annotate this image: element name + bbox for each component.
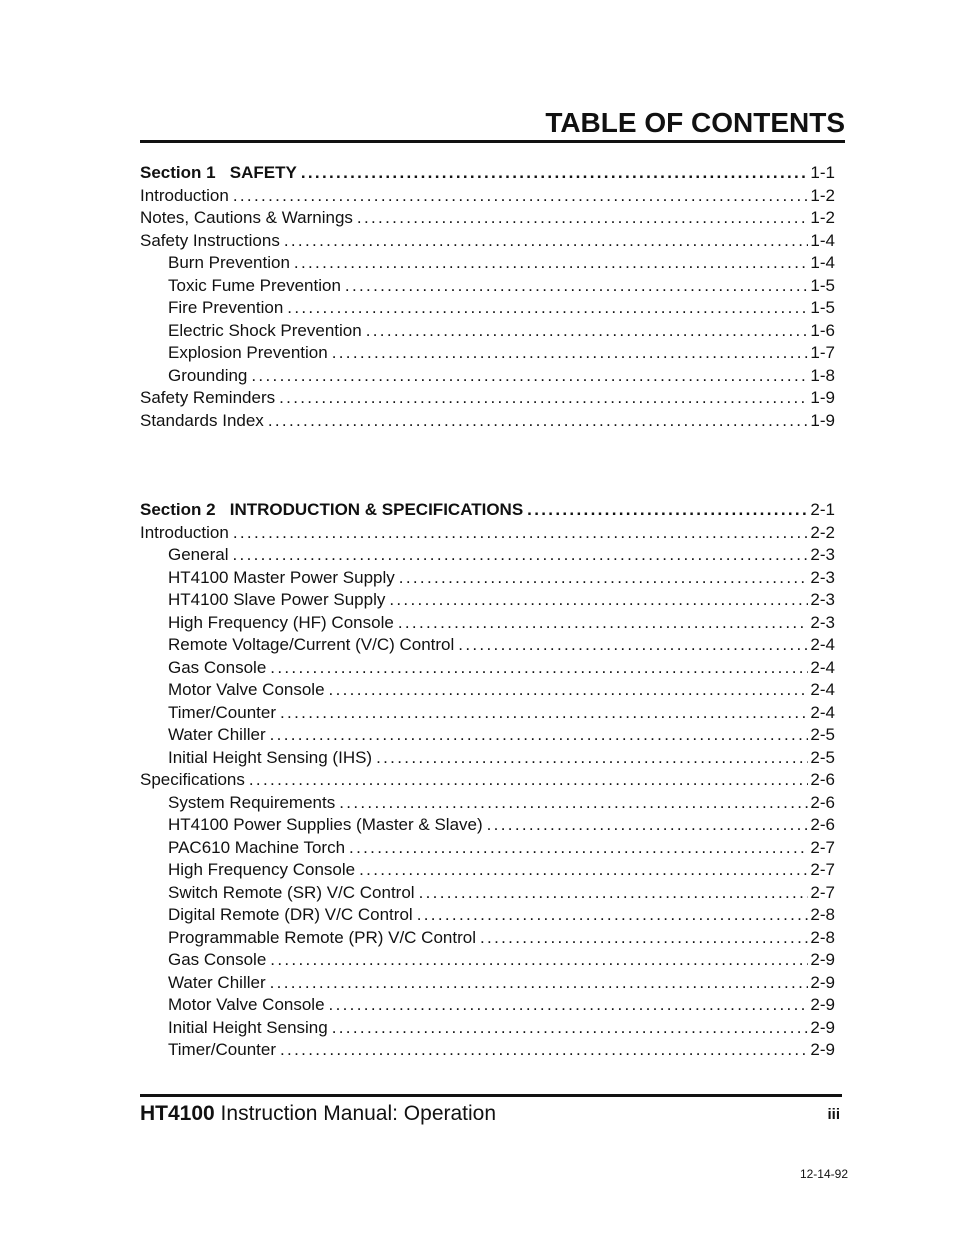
dot-leader — [399, 567, 809, 590]
toc-entry[interactable] — [140, 927, 835, 950]
toc-entry-label: Gas Console — [168, 950, 267, 969]
dot-leader — [376, 747, 808, 770]
toc-entry-label: Water Chiller — [168, 972, 266, 992]
toc-entry-page: 1-4 — [810, 230, 835, 250]
toc-section-1-entries — [140, 185, 835, 433]
toc-section-2 — [140, 499, 835, 1062]
dot-leader — [527, 499, 808, 522]
toc-entry[interactable] — [140, 1039, 835, 1062]
toc-entry-page: 2-7 — [810, 860, 835, 879]
dot-leader — [332, 342, 809, 365]
toc-entry-page: 2-7 — [810, 882, 835, 902]
dot-leader — [233, 185, 809, 208]
toc-entry-page: 1-7 — [810, 343, 835, 362]
toc-entry-label: Specifications — [140, 770, 245, 789]
toc-entry-page: 1-9 — [810, 410, 835, 430]
toc-entry-page: 1-2 — [810, 185, 835, 205]
toc-entry[interactable] — [140, 904, 835, 927]
toc-entry-label: Remote Voltage/Current (V/C) Control — [168, 635, 455, 654]
toc-entry-label: PAC610 Machine Torch — [168, 837, 346, 857]
footer-rule — [140, 1094, 842, 1097]
toc-entry[interactable] — [140, 949, 835, 972]
toc-entry-label: Gas Console — [168, 657, 267, 677]
toc-entry-page: 2-7 — [810, 837, 835, 857]
toc-entry-page: 2-8 — [810, 905, 835, 924]
toc-entry-label: HT4100 Slave Power Supply — [168, 590, 386, 609]
toc-entry-label: Burn Prevention — [168, 253, 290, 272]
toc-entry[interactable] — [140, 567, 835, 590]
manual-title — [140, 1100, 496, 1128]
toc-entry-page: 2-9 — [810, 1017, 835, 1037]
revision-date: 12-14-92 — [799, 1167, 848, 1181]
toc-entry[interactable] — [140, 859, 835, 882]
dot-leader — [294, 252, 809, 275]
toc-entry-page: 2-3 — [810, 567, 835, 587]
toc-section-heading[interactable] — [140, 162, 835, 185]
dot-leader — [279, 387, 808, 410]
toc-entry-label: Notes, Cautions & Warnings — [140, 208, 353, 227]
toc-entry-page: 2-1 — [810, 500, 835, 519]
toc-entry-page: 1-1 — [810, 163, 835, 182]
toc-entry-label: Toxic Fume Prevention — [168, 275, 341, 295]
toc-entry[interactable] — [140, 994, 835, 1017]
toc-entry[interactable] — [140, 230, 835, 253]
toc-entry[interactable] — [140, 1017, 835, 1040]
toc-entry[interactable] — [140, 589, 835, 612]
page-title: TABLE OF CONTENTS — [545, 107, 845, 138]
toc-entry-label: Digital Remote (DR) V/C Control — [168, 905, 413, 924]
dot-leader — [301, 162, 809, 185]
dot-leader — [270, 949, 808, 972]
toc-entry-page: 2-4 — [810, 702, 835, 722]
toc-entry[interactable] — [140, 342, 835, 365]
toc-entry-label: General — [168, 545, 229, 564]
toc-entry[interactable] — [140, 837, 835, 860]
toc-entry-label: Introduction — [140, 522, 229, 542]
dot-leader — [366, 320, 809, 343]
toc-entry-label: High Frequency (HF) Console — [168, 612, 394, 632]
toc-entry[interactable] — [140, 724, 835, 747]
toc-entry[interactable] — [140, 814, 835, 837]
toc-entry-page: 2-9 — [810, 972, 835, 992]
dot-leader — [251, 365, 808, 388]
toc-entry[interactable] — [140, 544, 835, 567]
toc-entry[interactable] — [140, 522, 835, 545]
toc-entry[interactable] — [140, 679, 835, 702]
toc-entry-label: Section 2 INTRODUCTION & SPECIFICATIONS — [140, 500, 524, 519]
toc-entry-page: 1-5 — [810, 298, 835, 317]
toc-entry-label: Safety Reminders — [140, 388, 276, 407]
toc-entry[interactable] — [140, 769, 835, 792]
product-name: HT4100 — [140, 1102, 215, 1125]
toc-entry-page: 1-2 — [810, 208, 835, 227]
dot-leader — [480, 927, 808, 950]
toc-entry-label: Initial Height Sensing — [168, 1017, 328, 1037]
toc-entry-label: Water Chiller — [168, 725, 266, 744]
dot-leader — [232, 544, 808, 567]
toc-entry-label: Fire Prevention — [168, 298, 284, 317]
dot-leader — [345, 275, 809, 298]
toc-entry-label: System Requirements — [168, 792, 336, 812]
dot-leader — [284, 230, 809, 253]
toc-entry-label: Standards Index — [140, 410, 264, 430]
toc-entry-page: 2-9 — [810, 1040, 835, 1059]
toc-section-heading[interactable] — [140, 499, 835, 522]
toc-entry-label: High Frequency Console — [168, 860, 356, 879]
toc-entry-page: 2-9 — [810, 995, 835, 1014]
toc-section-2-entries — [140, 522, 835, 1062]
toc-entry-label: Safety Instructions — [140, 230, 280, 250]
toc-entry[interactable] — [140, 792, 835, 815]
dot-leader — [417, 904, 809, 927]
title-rule — [140, 140, 845, 143]
toc-entry-page: 2-9 — [810, 950, 835, 969]
toc-entry-label: Switch Remote (SR) V/C Control — [168, 882, 415, 902]
toc-entry[interactable] — [140, 365, 835, 388]
toc-entry-label: Section 1 SAFETY — [140, 163, 297, 182]
toc-section-1 — [140, 162, 835, 432]
toc-entry-page: 2-3 — [810, 545, 835, 564]
dot-leader — [339, 792, 808, 815]
toc-entry[interactable] — [140, 410, 835, 433]
dot-leader — [287, 297, 808, 320]
toc-entry-page: 1-9 — [810, 388, 835, 407]
toc-entry-label: Timer/Counter — [168, 702, 277, 722]
toc-entry-label: Motor Valve Console — [168, 995, 325, 1014]
dot-leader — [270, 724, 809, 747]
dot-leader — [249, 769, 809, 792]
toc-entry[interactable] — [140, 882, 835, 905]
toc-entry-page: 2-4 — [810, 680, 835, 699]
toc-entry-label: HT4100 Power Supplies (Master & Slave) — [168, 815, 483, 834]
toc-entry[interactable] — [140, 320, 835, 343]
dot-leader — [332, 1017, 809, 1040]
toc-entry-page: 2-4 — [810, 657, 835, 677]
dot-leader — [329, 679, 809, 702]
dot-leader — [419, 882, 809, 905]
dot-leader — [280, 702, 808, 725]
toc-entry-label: Explosion Prevention — [168, 343, 328, 362]
dot-leader — [233, 522, 809, 545]
toc-entry-label: Motor Valve Console — [168, 680, 325, 699]
toc-entry-page: 1-6 — [810, 320, 835, 340]
toc-entry-page: 2-5 — [810, 747, 835, 767]
toc-entry[interactable] — [140, 185, 835, 208]
dot-leader — [458, 634, 808, 657]
toc-entry-page: 2-2 — [810, 522, 835, 542]
dot-leader — [487, 814, 809, 837]
toc-entry-page: 1-4 — [810, 253, 835, 272]
toc-entry-label: Grounding — [168, 365, 248, 385]
toc-entry-page: 2-6 — [810, 770, 835, 789]
toc-entry-page: 2-4 — [810, 635, 835, 654]
toc-entry-page: 1-5 — [810, 275, 835, 295]
toc-entry-page: 1-8 — [810, 365, 835, 385]
toc-entry[interactable] — [140, 297, 835, 320]
toc-entry-label: Introduction — [140, 185, 229, 205]
toc-entry[interactable] — [140, 612, 835, 635]
page-number: iii — [827, 1106, 840, 1123]
dot-leader — [349, 837, 808, 860]
dot-leader — [359, 859, 808, 882]
toc-entry[interactable] — [140, 275, 835, 298]
toc-entry[interactable] — [140, 387, 835, 410]
dot-leader — [357, 207, 809, 230]
dot-leader — [270, 657, 808, 680]
toc-entry[interactable] — [140, 207, 835, 230]
dot-leader — [270, 972, 809, 995]
dot-leader — [389, 589, 808, 612]
toc-entry[interactable] — [140, 747, 835, 770]
toc-entry-label: Electric Shock Prevention — [168, 320, 362, 340]
dot-leader — [280, 1039, 808, 1062]
toc-entry-label: Timer/Counter — [168, 1040, 277, 1059]
manual-name: Instruction Manual: Operation — [214, 1102, 497, 1125]
dot-leader — [398, 612, 809, 635]
dot-leader — [329, 994, 809, 1017]
toc-entry[interactable] — [140, 657, 835, 680]
toc-entry[interactable] — [140, 252, 835, 275]
toc-entry-label: Initial Height Sensing (IHS) — [168, 747, 373, 767]
toc-entry-page: 2-5 — [810, 725, 835, 744]
toc-entry[interactable] — [140, 634, 835, 657]
toc-entry-page: 2-6 — [810, 815, 835, 834]
toc-entry[interactable] — [140, 972, 835, 995]
dot-leader — [268, 410, 809, 433]
toc-entry-page: 2-3 — [810, 612, 835, 632]
toc-entry-page: 2-8 — [810, 927, 835, 947]
toc-entry-page: 2-3 — [810, 590, 835, 609]
toc-entry-label: Programmable Remote (PR) V/C Control — [168, 927, 476, 947]
toc-entry-page: 2-6 — [810, 792, 835, 812]
toc-entry-label: HT4100 Master Power Supply — [168, 567, 395, 587]
toc-entry[interactable] — [140, 702, 835, 725]
